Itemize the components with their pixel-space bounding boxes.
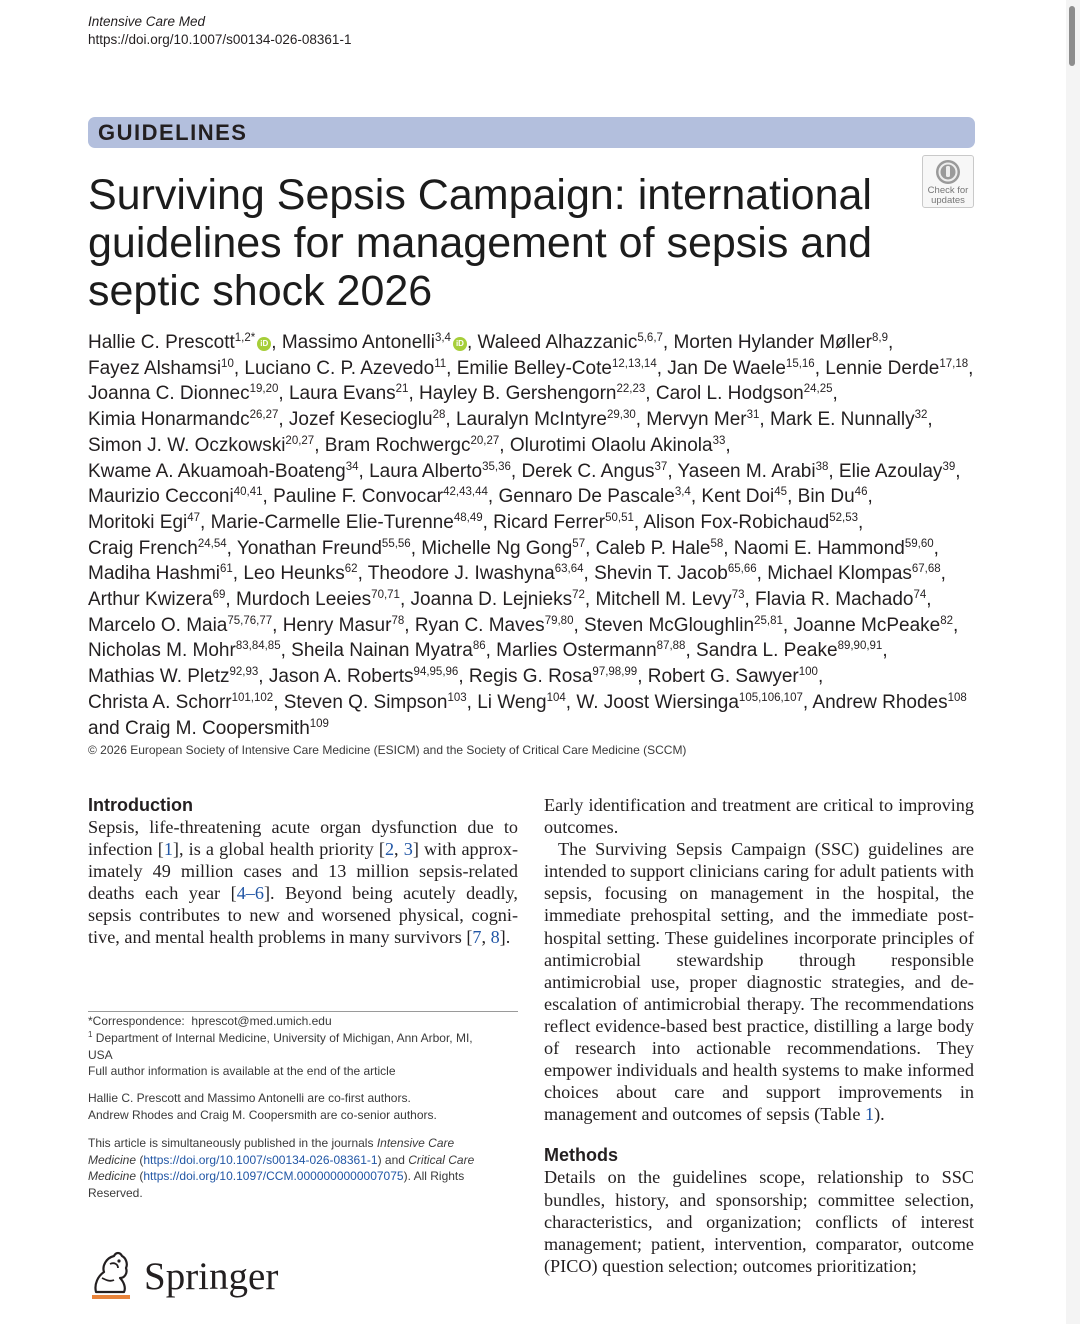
author-affiliation: 12,13,14 — [611, 357, 657, 370]
author-affiliation: 22,23 — [616, 383, 646, 396]
citation-link[interactable]: 2 — [384, 839, 395, 860]
author-affiliation: 37 — [654, 460, 668, 473]
author-name[interactable]: Bram Rochwergc$^{20,27}$, — [324, 434, 505, 456]
intro-paragraph-2: Early identification and treatment are critical to improving outcomes. — [544, 795, 974, 838]
author-name[interactable]: Fayez Alshamsi$^{10}$, — [88, 357, 240, 379]
left-column — [88, 794, 518, 949]
author-name[interactable]: Morten Hylander Møller$^{8,9}$, — [673, 332, 894, 353]
article-title: Surviving Sepsis Campaign: international guidelines for management of sepsis and septic shock 2026 — [88, 171, 873, 315]
author-affiliation: 15,16 — [785, 357, 815, 370]
author-affiliation: 35,36 — [482, 460, 511, 473]
author-affiliation: 20,27 — [285, 434, 315, 447]
section-band — [88, 117, 975, 148]
author-affiliation: 74 — [913, 589, 927, 602]
author-name[interactable]: Sheila Nainan Myatra$^{86}$, — [291, 640, 491, 662]
check-updates-label-2: updates — [931, 195, 965, 206]
author-affiliation: 63,64 — [554, 563, 584, 576]
author-affiliation: 48,49 — [453, 511, 483, 524]
author-affiliation: 69 — [212, 589, 226, 602]
introduction-paragraph: Sepsis, life-threatening acute organ dysfunction due to infection [1], is a global health priority [2, 3] with approximately 49 million cases and 13 million sepsis-related deaths each year [4–6]. Beyond being acutely deadly, sepsis contributes to new and worsened physical, cognitive, and mental health problems in many survivors [7, 8]. — [88, 817, 519, 948]
footnote-cofirst: Hallie C. Prescott and Massimo Antonelli are co-first authors. — [88, 1091, 411, 1105]
footnote-affiliation: $^1$ Department of Internal Medicine, University of Michigan, Ann Arbor, MI, USA — [88, 1030, 473, 1062]
author-name[interactable]: Jason A. Roberts$^{94,95,96}$, — [268, 666, 464, 688]
author-name[interactable]: Craig M. Coopersmith$^{109}$ — [124, 717, 329, 739]
author-affiliation: 42,43,44 — [443, 486, 488, 499]
author-affiliation: 82 — [940, 614, 954, 627]
footnote-publication: This article is simultaneously published in the journals Intensive Care Medicine (https://doi.org/10.1007/s00134-026-08361-1) and Critical Care Medicine (https://doi.org/10.1097/CCM.0000000000007075). All Rights Reserved. — [88, 1136, 475, 1200]
author-affiliation: 28 — [432, 409, 446, 422]
author-affiliation: 21 — [395, 383, 409, 396]
author-affiliation: 3,4 — [434, 332, 451, 344]
author-affiliation: 11 — [434, 357, 447, 370]
author-name[interactable]: Gennaro De Pascale$^{3,4}$, — [498, 486, 697, 508]
author-name[interactable]: Kwame A. Akuamoah-Boateng$^{34}$, — [88, 460, 364, 482]
author-name[interactable]: Kimia Honarmandc$^{26,27}$, — [88, 409, 284, 431]
scrollbar-track[interactable] — [1066, 0, 1080, 1324]
author-affiliation: 79,80 — [544, 614, 574, 627]
author-conjunction: and — [88, 717, 120, 739]
author-name[interactable]: Leo Heunks$^{62}$, — [243, 563, 363, 585]
footnote-divider — [88, 1011, 518, 1012]
journal-name: Intensive Care Med — [88, 14, 206, 29]
author-affiliation: 24,25 — [803, 383, 833, 396]
author-affiliation: 58 — [710, 537, 724, 550]
author-affiliation: 86 — [472, 640, 486, 653]
author-affiliation: 103 — [447, 691, 467, 704]
author-name[interactable]: Mark E. Nunnally$^{32}$, — [769, 409, 933, 431]
author-name[interactable]: Joanne McPeake$^{82}$, — [793, 614, 959, 636]
author-affiliation: 109 — [309, 717, 329, 730]
author-name[interactable]: Laura Alberto$^{35,36}$, — [369, 460, 517, 482]
author-name[interactable]: Joanna D. Lejnieks$^{72}$, — [410, 589, 591, 611]
author-name[interactable]: Marlies Ostermann$^{87,88}$, — [496, 640, 691, 662]
author-name[interactable]: Arthur Kwizera$^{69}$, — [88, 589, 231, 611]
author-affiliation: 40,41 — [233, 486, 263, 499]
author-name[interactable]: Caleb P. Hale$^{58}$, — [595, 537, 729, 559]
author-name[interactable]: Simon J. W. Oczkowski$^{20,27}$, — [88, 434, 320, 456]
author-name[interactable]: Theodore J. Iwashyna$^{63,64}$, — [367, 563, 589, 585]
author-affiliation: 50,51 — [605, 511, 634, 524]
author-name[interactable]: Steven McGloughlin$^{25,81}$, — [584, 614, 789, 636]
doi-link-icm[interactable]: https://doi.org/10.1007/s00134-026-08361-1 — [143, 1152, 378, 1167]
check-updates-icon — [935, 159, 961, 185]
author-affiliation: 46 — [854, 486, 868, 499]
check-for-updates-button[interactable] — [922, 155, 974, 208]
author-affiliation: 73 — [731, 589, 745, 602]
check-updates-label-1: Check for — [927, 185, 969, 196]
author-name[interactable]: Madiha Hashmi$^{61}$, — [88, 563, 239, 585]
intro-paragraph-3: The Surviving Sepsis Campaign (SSC) guidelines are intended to support clinicians caring for adult patients with sepsis, focusing on management in the hospital, the immediate prehospital setting, and the immediate post-hospital setting. These guidelines incorporate principles of antimicrobial stewardship through responsible antimicrobial use, proper diagnostic strategies, and de-escalation of antimicrobial therapy. The recommendations reflect evidence-based best practice, distilling a large body of research into actionable recommendations. They empower individuals and health systems to make informed choices about care and support improvements in management and outcomes of sepsis (Table 1). — [544, 839, 974, 1125]
author-affiliation: 1,2* — [234, 332, 256, 344]
author-name[interactable]: Jozef Kesecioglu$^{28}$, — [288, 409, 451, 431]
author-name[interactable]: Naomi E. Hammond$^{59,60}$, — [733, 537, 939, 559]
springer-horse-icon — [88, 1248, 134, 1302]
author-name[interactable]: Waleed Alhazzanic$^{5,6,7}$, — [477, 332, 669, 353]
author-name[interactable]: Yaseen M. Arabi$^{38}$, — [677, 460, 834, 482]
author-affiliation: 105,106,107 — [738, 691, 803, 704]
author-name[interactable]: Ryan C. Maves$^{79,80}$, — [414, 614, 579, 636]
section-band-label: GUIDELINES — [98, 120, 248, 145]
author-list — [88, 330, 978, 741]
publisher-name: Springer — [144, 1255, 279, 1298]
author-affiliation: 31 — [746, 409, 760, 422]
author-name[interactable]: Lennie Derde$^{17,18}$, — [825, 357, 974, 379]
author-affiliation: 45 — [774, 486, 788, 499]
right-column — [544, 794, 974, 1277]
author-name[interactable]: Olurotimi Olaolu Akinola$^{33}$, — [509, 434, 731, 456]
author-affiliation: 108 — [947, 691, 967, 704]
author-name[interactable]: Elie Azoulay$^{39}$, — [838, 460, 961, 482]
author-name[interactable]: Laura Evans$^{21}$, — [288, 383, 414, 405]
author-affiliation: 25,81 — [754, 614, 783, 627]
author-name[interactable]: Maurizio Cecconi$^{40,41}$, — [88, 486, 268, 508]
introduction-heading: Introduction — [88, 795, 193, 815]
author-name[interactable]: Ricard Ferrer$^{50,51}$, — [493, 511, 640, 533]
author-affiliation: 89,90,91 — [837, 640, 883, 653]
citation-link[interactable]: 1 — [163, 839, 173, 860]
doi-link-ccm[interactable]: https://doi.org/10.1097/CCM.0000000000007075 — [143, 1169, 404, 1183]
author-affiliation: 17,18 — [939, 357, 969, 370]
author-name[interactable]: Shevin T. Jacob$^{65,66}$, — [594, 563, 762, 585]
author-affiliation: 39 — [942, 460, 956, 473]
citation-link[interactable]: 3 — [403, 839, 413, 860]
author-name[interactable]: Massimo Antonelli$^{3,4}$ iD , — [281, 332, 473, 353]
table-link[interactable]: 1 — [864, 1104, 875, 1125]
author-affiliation: 62 — [344, 563, 358, 576]
author-affiliation: 19,20 — [249, 383, 279, 396]
author-name[interactable]: W. Joost Wiersinga$^{105,106,107}$, — [576, 691, 809, 713]
author-name[interactable]: Pauline F. Convocar$^{42,43,44}$, — [273, 486, 494, 508]
author-affiliation: 47 — [187, 511, 201, 524]
scrollbar-thumb[interactable] — [1069, 6, 1075, 66]
author-affiliation: 83,84,85 — [235, 640, 281, 653]
author-name[interactable]: Yonathan Freund$^{55,56}$, — [236, 537, 416, 559]
author-name[interactable]: Derek C. Angus$^{37}$, — [521, 460, 673, 482]
author-name[interactable]: Marie-Carmelle Elie-Turenne$^{48,49}$, — [210, 511, 488, 533]
author-name[interactable]: Jan De Waele$^{15,16}$, — [667, 357, 820, 379]
author-affiliation: 94,95,96 — [413, 666, 459, 679]
author-name[interactable]: Christa A. Schorr$^{101,102}$, — [88, 691, 279, 713]
author-name[interactable]: Joanna C. Dionnec$^{19,20}$, — [88, 383, 284, 405]
author-affiliation: 75,76,77 — [227, 614, 273, 627]
author-name[interactable]: Mervyn Mer$^{31}$, — [646, 409, 765, 431]
author-name[interactable]: Steven Q. Simpson$^{103}$, — [283, 691, 472, 713]
springer-logo — [88, 1248, 308, 1302]
author-affiliation: 101,102 — [231, 691, 274, 704]
author-affiliation: 57 — [572, 537, 586, 550]
author-affiliation: 10 — [221, 357, 234, 370]
methods-paragraph: Details on the guidelines scope, relationship to SSC bundles, history, and sponsorship; committee selection, characteristics, and organization; conflicts of interest management; patient, intervention, comparator, outcome (PICO) question selection; outcomes prioritization; — [544, 1167, 974, 1276]
author-affiliation: 92,93 — [229, 666, 259, 679]
doi-link[interactable]: https://doi.org/10.1007/s00134-026-08361-1 — [88, 32, 352, 47]
author-name[interactable]: Lauralyn McIntyre$^{29,30}$, — [455, 409, 642, 431]
author-affiliation: 32 — [914, 409, 928, 422]
author-affiliation: 3,4 — [674, 486, 691, 499]
author-affiliation: 65,66 — [727, 563, 757, 576]
author-name[interactable]: Kent Doi$^{45}$, — [701, 486, 793, 508]
author-affiliation: 52,53 — [829, 511, 859, 524]
author-affiliation: 34 — [345, 460, 359, 473]
author-affiliation: 70,71 — [371, 589, 400, 602]
author-affiliation: 38 — [815, 460, 829, 473]
author-name[interactable]: Moritoki Egi$^{47}$, — [88, 511, 206, 533]
author-name[interactable]: Carol L. Hodgson$^{24,25}$, — [655, 383, 838, 405]
author-affiliation: 78 — [391, 614, 405, 627]
author-name[interactable]: Regis G. Rosa$^{97,98,99}$, — [468, 666, 643, 688]
author-name[interactable]: Hayley B. Gershengorn$^{22,23}$, — [419, 383, 651, 405]
author-name[interactable]: Luciano C. P. Azevedo$^{11}$, — [244, 357, 452, 379]
author-affiliation: 55,56 — [381, 537, 411, 550]
author-affiliation: 87,88 — [656, 640, 686, 653]
orcid-icon[interactable]: iD — [257, 337, 271, 351]
footnote-cosenior: Andrew Rhodes and Craig M. Coopersmith are co-senior authors. — [88, 1108, 437, 1122]
author-name[interactable]: Mathias W. Pletz$^{92,93}$, — [88, 666, 264, 688]
methods-heading: Methods — [544, 1145, 618, 1166]
author-affiliation: 24,54 — [197, 537, 227, 550]
author-affiliation: 67,68 — [911, 563, 941, 576]
author-name[interactable]: Michael Klompas$^{67,68}$, — [767, 563, 946, 585]
author-affiliation: 8,9 — [871, 332, 888, 344]
author-name[interactable]: Marcelo O. Maia$^{75,76,77}$, — [88, 614, 278, 636]
author-name[interactable]: Michelle Ng Gong$^{57}$, — [421, 537, 591, 559]
author-affiliation: 100 — [798, 666, 818, 679]
author-affiliation: 61 — [220, 563, 233, 576]
author-affiliation: 72 — [572, 589, 585, 602]
author-name[interactable]: Henry Masur$^{78}$, — [282, 614, 410, 636]
author-name[interactable]: Mitchell M. Levy$^{73}$, — [595, 589, 750, 611]
author-affiliation: 20,27 — [470, 434, 500, 447]
author-name[interactable]: Murdoch Leeies$^{70,71}$, — [235, 589, 406, 611]
author-affiliation: 29,30 — [606, 409, 636, 422]
citation-link[interactable]: 8 — [490, 927, 500, 948]
author-name[interactable]: Hallie C. Prescott$^{1,2*}$ iD , — [88, 332, 277, 353]
footnote-correspondence: *Correspondence: hprescot@med.umich.edu — [88, 1014, 332, 1028]
author-name[interactable]: Andrew Rhodes$^{108}$ — [812, 691, 967, 713]
author-name[interactable]: Li Weng$^{104}$, — [477, 691, 572, 713]
orcid-icon[interactable]: iD — [453, 337, 467, 351]
author-name[interactable]: Robert G. Sawyer$^{100}$, — [647, 666, 824, 688]
footnote-full-info: Full author information is available at the end of the article — [88, 1064, 396, 1078]
author-affiliation: 26,27 — [249, 409, 279, 422]
author-affiliation: 59,60 — [904, 537, 934, 550]
correspondence-email[interactable]: hprescot@med.umich.edu — [191, 1014, 332, 1028]
author-affiliation: 33 — [712, 434, 726, 447]
author-affiliation: 5,6,7 — [637, 332, 663, 344]
author-name[interactable]: Craig French$^{24,54}$, — [88, 537, 232, 559]
author-name[interactable]: Sandra L. Peake$^{89,90,91}$, — [696, 640, 888, 662]
copyright-notice: © 2026 European Society of Intensive Care Medicine (ESICM) and the Society of Critical Care Medicine (SCCM) — [88, 743, 687, 757]
author-name[interactable]: Bin Du$^{46}$, — [797, 486, 873, 508]
author-affiliation: 104 — [546, 691, 566, 704]
author-affiliation: 97,98,99 — [592, 666, 638, 679]
citation-link[interactable]: 4–6 — [236, 883, 264, 904]
author-name[interactable]: Alison Fox-Robichaud$^{52,53}$, — [643, 511, 864, 533]
author-name[interactable]: Emilie Belley-Cote$^{12,13,14}$, — [456, 357, 662, 379]
author-name[interactable]: Nicholas M. Mohr$^{83,84,85}$, — [88, 640, 286, 662]
citation-link[interactable]: 7 — [472, 927, 482, 948]
author-name[interactable]: Flavia R. Machado$^{74}$, — [755, 589, 932, 611]
